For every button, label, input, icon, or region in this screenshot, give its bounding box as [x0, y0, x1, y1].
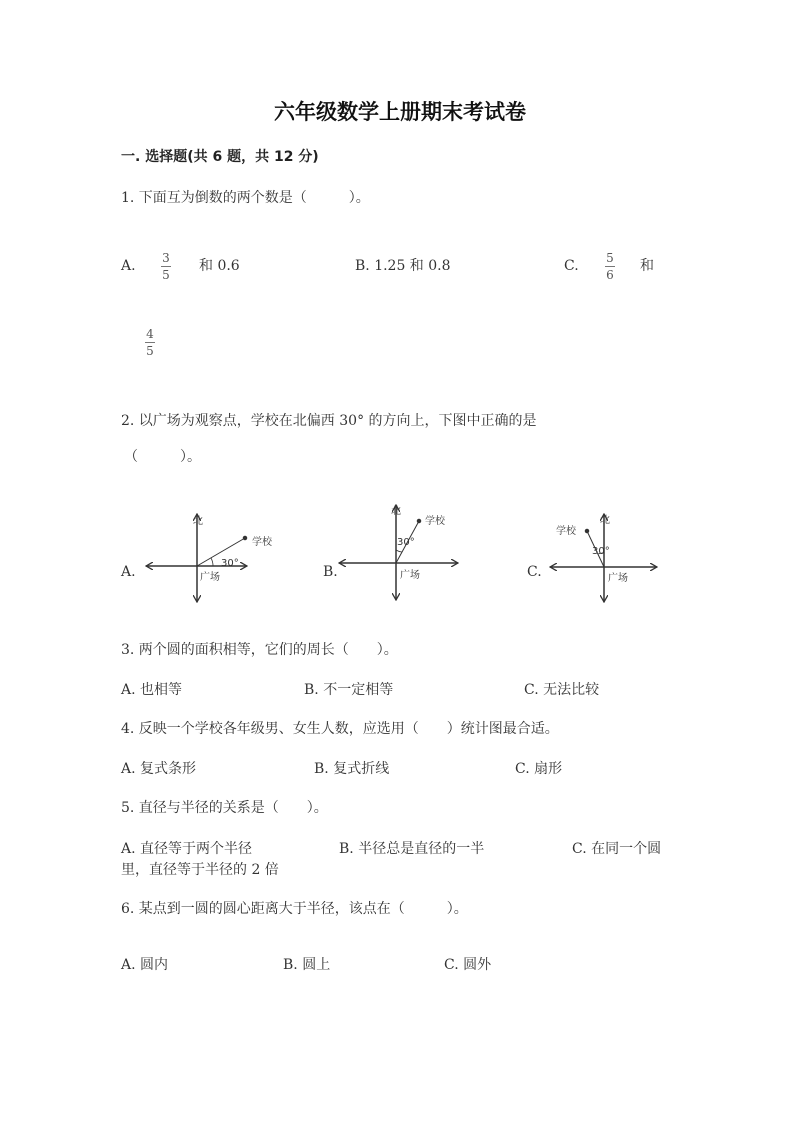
denominator: 5: [162, 268, 170, 282]
question-1-stem: 1. 下面互为倒数的两个数是（ ）。: [121, 190, 370, 206]
diagram-option-a: [146, 514, 273, 602]
question-2-stem: 2. 以广场为观察点，学校在北偏西 30° 的方向上，下图中正确的是: [121, 413, 537, 429]
q5-option-b: B. 半径总是直径的一半: [339, 841, 485, 857]
q2-option-a-label: A.: [121, 564, 136, 580]
q1-option-c-label: C.: [564, 258, 579, 274]
square-label: 广场: [608, 573, 628, 584]
q5-option-c: C. 在同一个圆: [572, 841, 662, 857]
school-label: 学校: [252, 537, 272, 548]
square-label: 广场: [200, 572, 220, 583]
q4-option-a: A. 复式条形: [121, 761, 197, 777]
q4-option-b: B. 复式折线: [314, 761, 390, 777]
question-6-stem: 6. 某点到一圆的圆心距离大于半径，该点在（ ）。: [121, 901, 468, 917]
numerator: 5: [606, 251, 614, 265]
numerator: 4: [146, 327, 154, 341]
page-title: 六年级数学上册期末考试卷: [274, 100, 526, 124]
q6-option-a: A. 圆内: [121, 957, 169, 973]
q2-option-c-label: C.: [527, 564, 542, 580]
north-label: 北: [600, 515, 610, 526]
q1-option-b: B. 1.25 和 0.8: [355, 258, 451, 274]
diagram-option-b: [339, 505, 458, 600]
section-heading: 一. 选择题(共 6 题，共 12 分): [121, 149, 319, 165]
q3-option-b: B. 不一定相等: [304, 682, 394, 698]
school-label: 学校: [425, 516, 445, 527]
question-5-stem: 5. 直径与半径的关系是（ ）。: [121, 800, 328, 816]
square-label: 广场: [400, 570, 420, 581]
angle-label: 30°: [592, 546, 610, 557]
q3-option-c: C. 无法比较: [524, 682, 600, 698]
angle-label: 30°: [221, 558, 239, 569]
north-label: 北: [193, 516, 203, 527]
question-3-stem: 3. 两个圆的面积相等，它们的周长（ ）。: [121, 642, 398, 658]
question-4-stem: 4. 反映一个学校各年级男、女生人数，应选用（ ）统计图最合适。: [121, 721, 559, 737]
q4-option-c: C. 扇形: [515, 761, 563, 777]
q1-option-c-tail: 和: [640, 258, 654, 274]
denominator: 5: [146, 344, 154, 358]
q5-option-c-continuation: 里，直径等于半径的 2 倍: [121, 862, 279, 878]
q5-option-a: A. 直径等于两个半径: [121, 841, 253, 857]
numerator: 3: [162, 251, 170, 265]
q2-option-b-label: B.: [323, 564, 338, 580]
q1-option-a-label: A.: [121, 258, 136, 274]
q6-option-b: B. 圆上: [283, 957, 331, 973]
angle-label: 30°: [397, 537, 415, 548]
q3-option-a: A. 也相等: [121, 682, 183, 698]
denominator: 6: [606, 268, 614, 282]
north-label: 北: [391, 506, 401, 517]
q1-option-a-tail: 和 0.6: [199, 258, 240, 274]
school-label: 学校: [556, 526, 576, 537]
q6-option-c: C. 圆外: [444, 957, 492, 973]
question-2-stem-cont: （ ）。: [124, 449, 201, 465]
diagram-option-c: [550, 514, 657, 602]
